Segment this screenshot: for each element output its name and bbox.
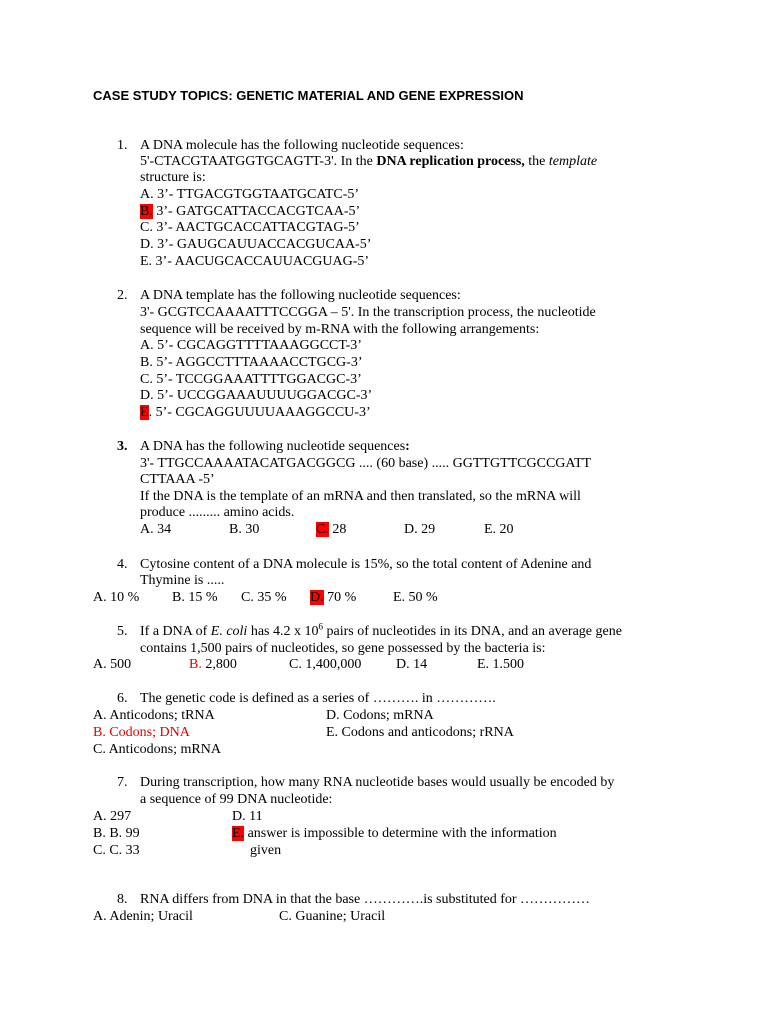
q2-line: sequence will be received by m-RNA with the following arrangements:: [140, 322, 540, 337]
q7-option-e: [232, 825, 557, 842]
answer-marker: B.: [189, 657, 202, 672]
q1-option-b-text: 3’- GATGCATTACCACGTCAA-5’: [152, 204, 361, 219]
q3-number: 3.: [117, 439, 128, 454]
q8-option-c: C. Guanine; Uracil: [279, 909, 386, 924]
q2-option-d: D. 5’- UCCGGAAAUUUUGGACGC-3’: [140, 388, 373, 403]
q5-italic-text: E. coli: [210, 624, 248, 639]
q4-option-c: C. 35 %: [241, 590, 287, 605]
q4-option-e: E. 50 %: [393, 590, 438, 605]
q5-text: has 4.2 x 10: [250, 624, 319, 639]
q1-option-a: A. 3’- TTGACGTGGTAATGCATC-5’: [140, 187, 360, 202]
q1-line: A DNA molecule has the following nucleotide sequences:: [140, 138, 464, 153]
q4-option-b: B. 15 %: [172, 590, 218, 605]
q3-line: [140, 438, 410, 455]
q2-line: 3'- GCGTCCAAAATTTCCGGA – 5'. In the transcription process, the nucleotide: [140, 305, 596, 320]
q3-option-a: A. 34: [140, 522, 172, 537]
q8-line: RNA differs from DNA in that the base ………….is substituted for ……………: [140, 892, 591, 907]
q1-number: 1.: [117, 138, 128, 153]
q7-line: During transcription, how many RNA nucleotide bases would usually be encoded by: [140, 775, 615, 790]
q3-option-d: D. 29: [404, 522, 436, 537]
answer-highlight: B.: [140, 204, 153, 219]
answer-highlight: C.: [316, 522, 329, 537]
q7-option-e-continued: given: [250, 843, 282, 858]
q5-option-d: D. 14: [396, 657, 428, 672]
q5-text: If a DNA of: [140, 624, 208, 639]
answer-highlight: E: [140, 405, 149, 420]
q5-text: pairs of nucleotides in its DNA, and an average gene: [326, 624, 622, 639]
q2-option-a: A. 5’- CGCAGGTTTTAAAGGCCT-3’: [140, 338, 362, 353]
q3-option-c-text: 28: [328, 522, 347, 537]
q1-text: the: [528, 154, 546, 169]
q3-line: CTTAAA -5’: [140, 472, 215, 487]
q4-option-d: [310, 589, 356, 606]
q5-superscript: 6: [318, 621, 323, 632]
q1-option-e: E. 3’- AACUGCACCAUUACGUAG-5’: [140, 254, 370, 269]
q6-option-e: E. Codons and anticodons; rRNA: [326, 725, 514, 740]
q4-option-a: A. 10 %: [93, 590, 140, 605]
q3-option-c: [316, 521, 346, 538]
q2-option-e: [140, 404, 371, 421]
q1-option-c: C. 3’- AACTGCACCATTACGTAG-5’: [140, 220, 360, 235]
q8-number: 8.: [117, 892, 128, 907]
q6-option-a: A. Anticodons; tRNA: [93, 708, 215, 723]
q5-option-a: A. 500: [93, 657, 132, 672]
q4-line: Thymine is .....: [140, 573, 225, 588]
q7-option-a: A. 297: [93, 809, 132, 824]
q3-option-e: E. 20: [484, 522, 514, 537]
q2-line: A DNA template has the following nucleotide sequences:: [140, 288, 461, 303]
page-title: CASE STUDY TOPICS: GENETIC MATERIAL AND GENE EXPRESSION: [93, 88, 524, 103]
q1-option-d: D. 3’- GAUGCAUUACCACGUCAA-5’: [140, 237, 372, 252]
q4-option-d-text: 70 %: [323, 590, 357, 605]
q5-option-c: C. 1,400,000: [289, 657, 362, 672]
q7-option-c: C. C. 33: [93, 843, 140, 858]
q1-bold-text: DNA replication process,: [376, 154, 525, 169]
q1-line: [140, 153, 597, 170]
q2-number: 2.: [117, 288, 128, 303]
q3-line: produce ......... amino acids.: [140, 505, 295, 520]
q7-option-b: B. B. 99: [93, 826, 140, 841]
q3-line: If the DNA is the template of an mRNA and then translated, so the mRNA will: [140, 489, 581, 504]
q7-number: 7.: [117, 775, 128, 790]
q1-sequence: 5'-CTACGTAATGGTGCAGTT-3'. In the: [140, 154, 373, 169]
answer-highlight: E.: [232, 826, 245, 841]
q3-text: A DNA has the following nucleotide sequences: [140, 439, 406, 454]
q5-option-e: E. 1.500: [477, 657, 525, 672]
q6-option-d: D. Codons; mRNA: [326, 708, 434, 723]
q3-line: 3'- TTGCCAAAATACATGACGGCG .... (60 base) ..... GGTTGTTCGCCGATT: [140, 456, 592, 471]
q5-number: 5.: [117, 624, 128, 639]
q4-number: 4.: [117, 557, 128, 572]
q4-line: Cytosine content of a DNA molecule is 15%, so the total content of Adenine and: [140, 557, 592, 572]
answer-highlight: D.: [310, 590, 324, 605]
q1-italic-text: template: [548, 154, 598, 169]
q6-option-b: B. Codons; DNA: [93, 725, 190, 740]
q1-line: structure is:: [140, 170, 206, 185]
q5-line: contains 1,500 pairs of nucleotides, so gene possessed by the bacteria is:: [140, 641, 546, 656]
q7-option-d: D. 11: [232, 809, 263, 824]
q8-option-a: A. Adenin; Uracil: [93, 909, 193, 924]
q6-number: 6.: [117, 691, 128, 706]
q6-line: The genetic code is defined as a series of ………. in ………….: [140, 691, 496, 706]
q6-option-c: C. Anticodons; mRNA: [93, 742, 221, 757]
q7-line: a sequence of 99 DNA nucleotide:: [140, 792, 333, 807]
q2-option-e-text: . 5’- CGCAGGUUUUAAAGGCCU-3’: [148, 405, 371, 420]
q2-option-b: B. 5’- AGGCCTTTAAAACCTGCG-3’: [140, 355, 363, 370]
q2-option-c: C. 5’- TCCGGAAATTTTGGACGC-3’: [140, 372, 362, 387]
q1-option-b: [140, 203, 360, 220]
q5-option-b: [189, 656, 237, 673]
q3-option-b: B. 30: [229, 522, 260, 537]
q5-option-b-text: 2,800: [201, 657, 237, 672]
q3-colon: :: [405, 439, 410, 454]
q7-option-e-text: answer is impossible to determine with the information: [244, 826, 557, 841]
q5-line: [140, 623, 622, 640]
